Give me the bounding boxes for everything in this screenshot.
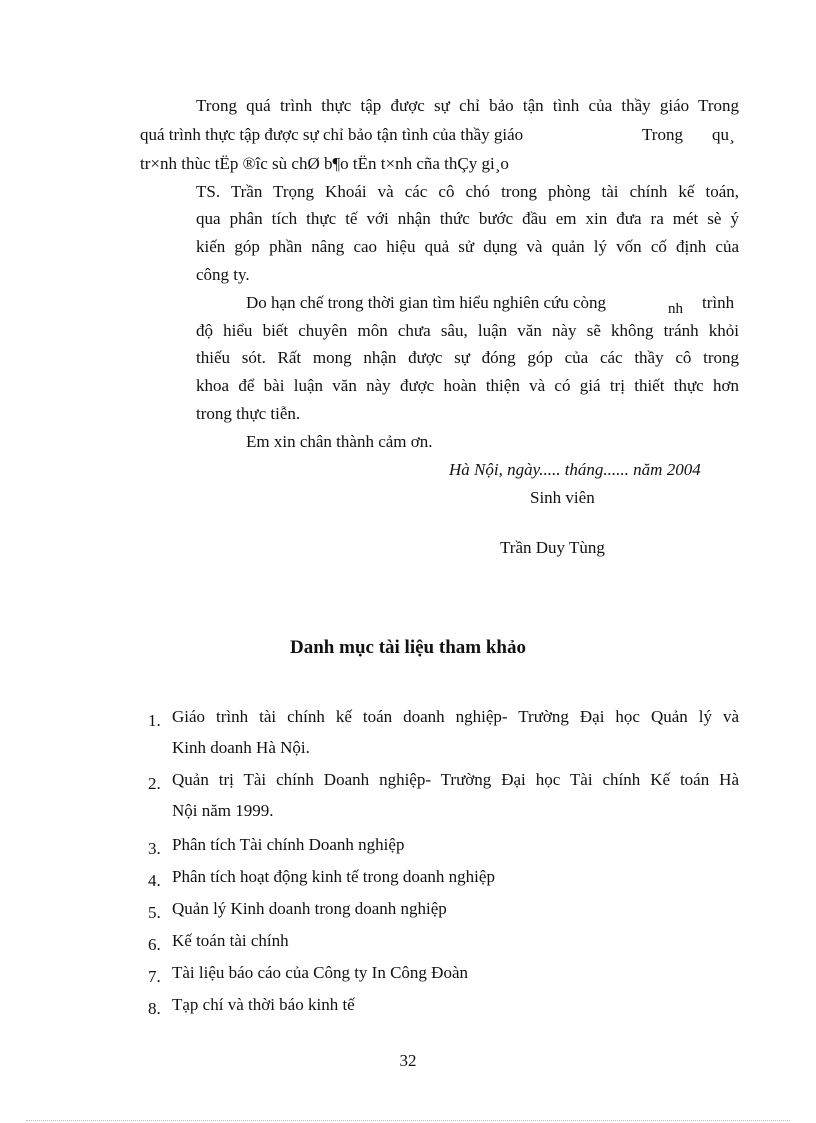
ref-7-number: 7. bbox=[148, 967, 161, 986]
ack-line-1: Trong quá trình thực tập được sự chỉ bảo tận tình của thầy giáo Trong bbox=[196, 96, 739, 115]
ref-2-text: Quản trị Tài chính Doanh nghiệp- Trường Đại học Tài chính Kế toán Hà bbox=[172, 770, 739, 789]
ack-line-4: TS. Trần Trọng Khoái và các cô chó trong phòng tài chính kế toán, bbox=[196, 182, 739, 201]
ref-4-number: 4. bbox=[148, 871, 161, 890]
ref-1-text: Giáo trình tài chính kế toán doanh nghiệp- Trường Đại học Quản lý và bbox=[172, 707, 739, 726]
ref-3-text: Phân tích Tài chính Doanh nghiệp bbox=[172, 835, 405, 854]
ref-5-number: 5. bbox=[148, 903, 161, 922]
ref-1-text-cont: Kinh doanh Hà Nội. bbox=[172, 738, 310, 757]
ack-line-2: quá trình thực tập được sự chỉ bảo tận tình của thầy giáo bbox=[140, 125, 524, 144]
ref-5-text: Quản lý Kinh doanh trong doanh nghiệp bbox=[172, 899, 447, 918]
page-bottom-border bbox=[26, 1120, 790, 1121]
ref-6-text: Kế toán tài chính bbox=[172, 931, 289, 950]
ref-4-text: Phân tích hoạt động kinh tế trong doanh nghiệp bbox=[172, 867, 495, 886]
ref-6-number: 6. bbox=[148, 935, 161, 954]
ack-line-6: kiến góp phần nâng cao hiệu quả sử dụng và quản lý vốn cố định của bbox=[196, 237, 739, 256]
ack-line-8-end: trình bbox=[702, 293, 735, 312]
ack-line-7: công ty. bbox=[196, 265, 250, 284]
ack-line-9: độ hiểu biết chuyên môn chưa sâu, luận văn này sẽ không tránh khỏi bbox=[196, 321, 739, 340]
ack-line-12: trong thực tiễn. bbox=[196, 404, 301, 423]
ack-line-10: thiếu sót. Rất mong nhận được sự đóng góp của các thầy cô trong bbox=[196, 348, 739, 367]
ref-2-text-cont: Nội năm 1999. bbox=[172, 801, 274, 820]
ack-line-8-subscript: nh bbox=[668, 301, 683, 317]
ref-2-number: 2. bbox=[148, 774, 161, 793]
ack-line-11: khoa để bài luận văn này được hoàn thiện và có giá trị thiết thực hơn bbox=[196, 376, 739, 395]
ack-line-8: Do hạn chế trong thời gian tìm hiểu nghiên cứu còng bbox=[246, 293, 607, 312]
signature-name: Trần Duy Tùng bbox=[500, 538, 605, 557]
ref-1-number: 1. bbox=[148, 711, 161, 730]
page-number: 32 bbox=[399, 1051, 417, 1070]
ref-8-text: Tạp chí và thời báo kinh tế bbox=[172, 995, 355, 1014]
ref-3-number: 3. bbox=[148, 839, 161, 858]
signature-date: Hà Nội, ngày..... tháng...... năm 2004 bbox=[449, 460, 701, 479]
ack-line-2-trong: Trong bbox=[642, 125, 683, 144]
ack-line-3-garbled: tr×nh thùc tËp ®îc sù chØ b¶o tËn t×nh cña thÇy gi¸o bbox=[140, 154, 509, 173]
thanks-line: Em xin chân thành cảm ơn. bbox=[246, 432, 433, 451]
ref-8-number: 8. bbox=[148, 999, 161, 1018]
signature-role: Sinh viên bbox=[530, 488, 595, 507]
references-title: Danh mục tài liệu tham khảo bbox=[290, 637, 526, 658]
ack-line-2-qu: qu¸ bbox=[712, 125, 735, 144]
ack-line-5: qua phân tích thực tế với nhận thức bước đầu em xin đưa ra mét sè ý bbox=[196, 209, 739, 228]
ref-7-text: Tài liệu báo cáo của Công ty In Công Đoàn bbox=[172, 963, 469, 982]
